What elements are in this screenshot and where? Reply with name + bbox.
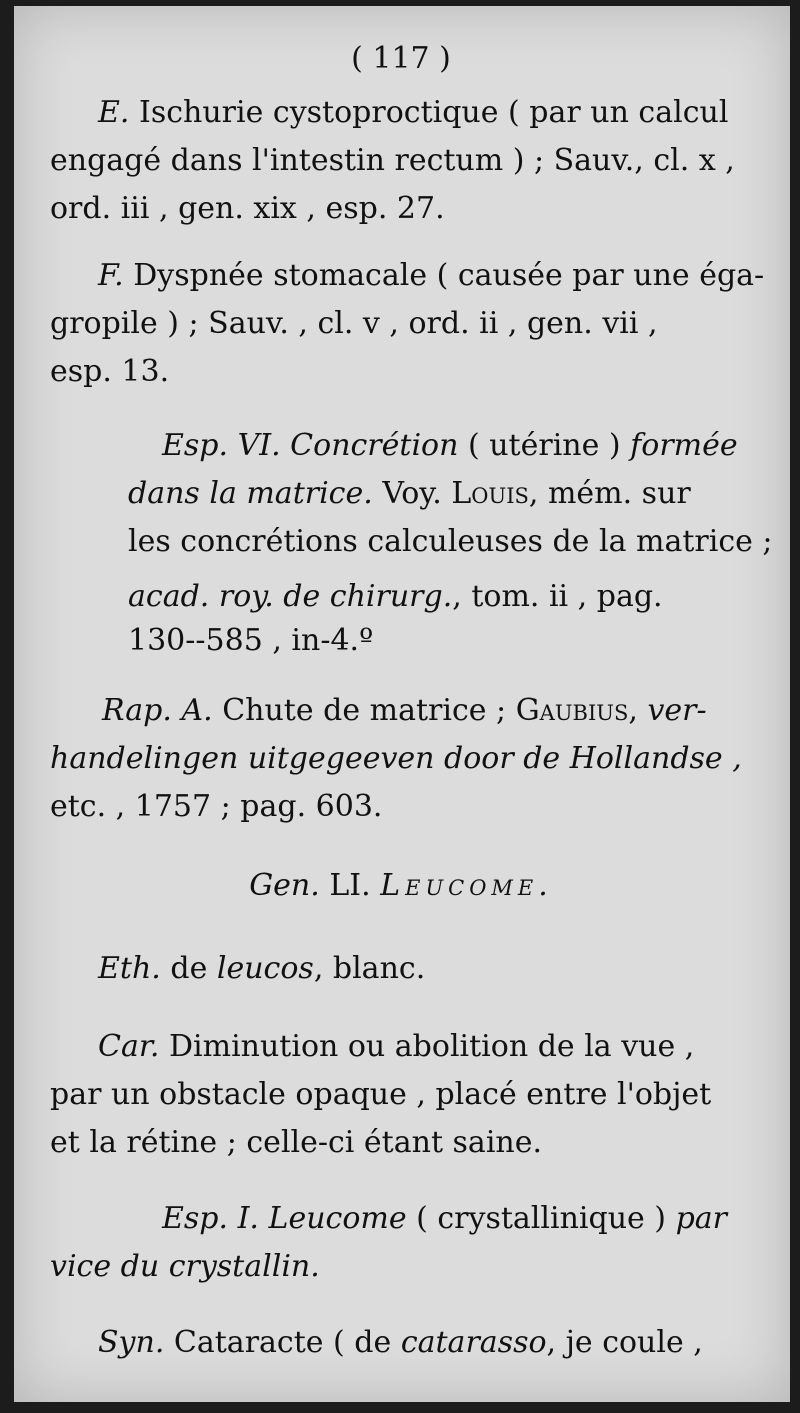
item-f-line-3: esp. 13. <box>50 354 170 389</box>
item-f-line-1: F. Dyspnée stomacale ( causée par une éga- <box>98 258 765 293</box>
rap-a-line-2: handelingen uitgegeeven door de Hollandse , <box>50 741 742 776</box>
item-e-line-3: ord. iii , gen. xix , esp. 27. <box>50 191 445 226</box>
page-number: ( 117 ) <box>351 41 451 76</box>
synonym-line: Syn. Cataracte ( de catarasso, je coule , <box>98 1325 703 1360</box>
esp-vi-line-3: les concrétions calculeuses de la matrice ; <box>128 524 773 559</box>
etymology: Eth. de leucos, blanc. <box>98 951 426 986</box>
character-line-2: par un obstacle opaque , placé entre l'objet <box>50 1077 712 1112</box>
item-e-line-1: E. Ischurie cystoproctique ( par un calcul <box>98 95 729 130</box>
character-line-3: et la rétine ; celle-ci étant saine. <box>50 1125 543 1160</box>
esp-vi-line-5: 130--585 , in-4.º <box>128 623 374 658</box>
genus-heading: Gen. LI. Leucome. <box>249 868 553 903</box>
item-f-line-2: gropile ) ; Sauv. , cl. v , ord. ii , gen. vii , <box>50 306 658 341</box>
esp-i-line-1: Esp. I. Leucome ( crystallinique ) par <box>162 1201 727 1236</box>
esp-vi-line-1: Esp. VI. Concrétion ( utérine ) formée <box>162 428 738 463</box>
character-line-1: Car. Diminution ou abolition de la vue , <box>98 1029 695 1064</box>
rap-a-line-1: Rap. A. Chute de matrice ; Gaubius, ver- <box>102 693 707 728</box>
book-page <box>14 6 790 1402</box>
rap-a-line-3: etc. , 1757 ; pag. 603. <box>50 789 383 824</box>
item-e-line-2: engagé dans l'intestin rectum ) ; Sauv., cl. x , <box>50 143 735 178</box>
esp-vi-line-2: dans la matrice. Voy. Louis, mém. sur <box>128 476 691 511</box>
esp-i-line-2: vice du crystallin. <box>50 1249 320 1284</box>
esp-vi-line-4: acad. roy. de chirurg., tom. ii , pag. <box>128 579 663 614</box>
